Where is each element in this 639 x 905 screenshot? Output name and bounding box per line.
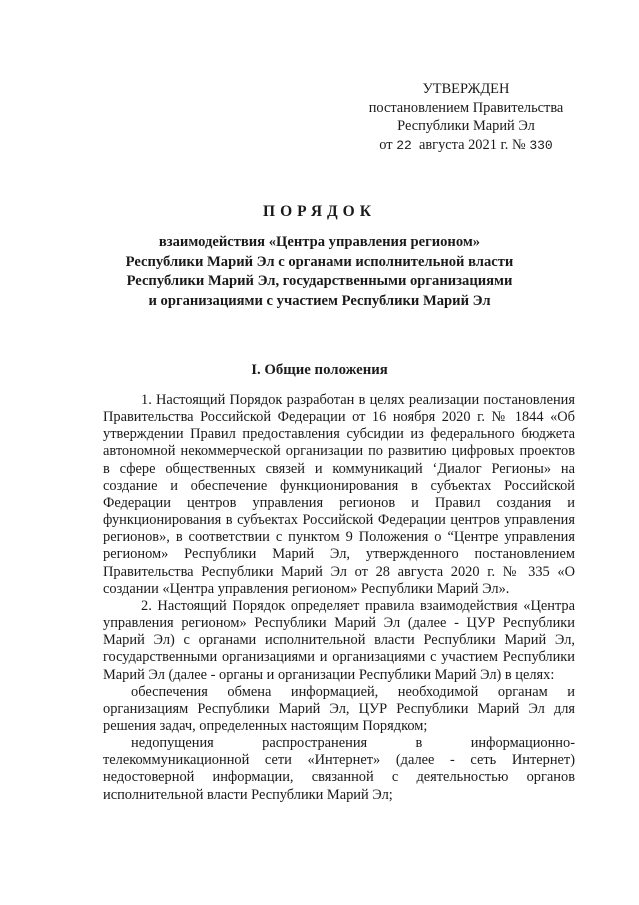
subtitle-line: и организациями с участием Республики Марий Эл bbox=[148, 292, 491, 309]
paragraph-2: 2. Настоящий Порядок определяет правила взаимодействия «Центра управления регионом» Республики Марий Эл (далее - ЦУР Республики Марий Эл) с органами исполнительной власти Республики Марий Эл, государственными организациями и организациями с участием Республики Марий Эл (далее - органы и организации Республики Марий Эл) в целях: bbox=[103, 597, 575, 683]
subtitle-line: Республики Марий Эл, государственными организациями bbox=[126, 273, 513, 290]
approval-number: 330 bbox=[529, 137, 553, 153]
approval-month-year: августа 2021 г. № bbox=[419, 136, 526, 153]
paragraph-2-item-1: обеспечения обмена информацией, необходимой органам и организациям Республики Марий Эл, ЦУР Республики Марий Эл для решения задач, определенных настоящим Порядком; bbox=[103, 683, 575, 734]
document-subtitle bbox=[60, 233, 579, 311]
approval-line-1: постановлением Правительства bbox=[368, 99, 564, 116]
approval-date-prefix: от bbox=[379, 136, 393, 153]
document-title: ПОРЯДОК bbox=[263, 203, 376, 220]
approval-status: УТВЕРЖДЕН bbox=[422, 81, 510, 97]
paragraph-1: 1. Настоящий Порядок разработан в целях реализации постановления Правительства Российской Федерации от 16 ноября 2020 г. № 1844 «Об утверждении Правил предоставления субсидии из федерального бюджета автономной некоммерческой организации по развитию цифровых проектов в сфере общественных связей и коммуникаций ‘Диалог Регионы» на создание и обеспечение функционирования в субъектах Российской Федерации центров управления регионов и Правил создания и функционирования в субъектах Российской Федерации центров управления регионов», в соответствии с пунктом 9 Положения о “Центре управления регионом» Республики Марий Эл, утвержденного постановлением Правительства Республики Марий Эл от 28 августа 2020 г. № 335 «О создании «Центра управления регионом» Республики Марий Эл». bbox=[103, 392, 575, 597]
approval-day: 22 bbox=[396, 137, 412, 153]
approval-date-line bbox=[360, 136, 572, 156]
subtitle-line: Республики Марий Эл с органами исполнительной власти bbox=[125, 253, 514, 270]
approval-line-2: Республики Марий Эл bbox=[397, 118, 535, 134]
section-title: I. Общие положения bbox=[251, 362, 388, 378]
paragraph-2-item-2: недопущения распространения в информационно-телекоммуникационной сети «Интернет» (далее - сеть Интернет) недостоверной информации, связанной с деятельностью органов исполнительной власти Республики Марий Эл; bbox=[103, 735, 575, 803]
subtitle-line: взаимодействия «Центра управления регионом» bbox=[158, 234, 481, 250]
approval-stamp bbox=[360, 80, 572, 155]
document-body bbox=[103, 392, 575, 804]
